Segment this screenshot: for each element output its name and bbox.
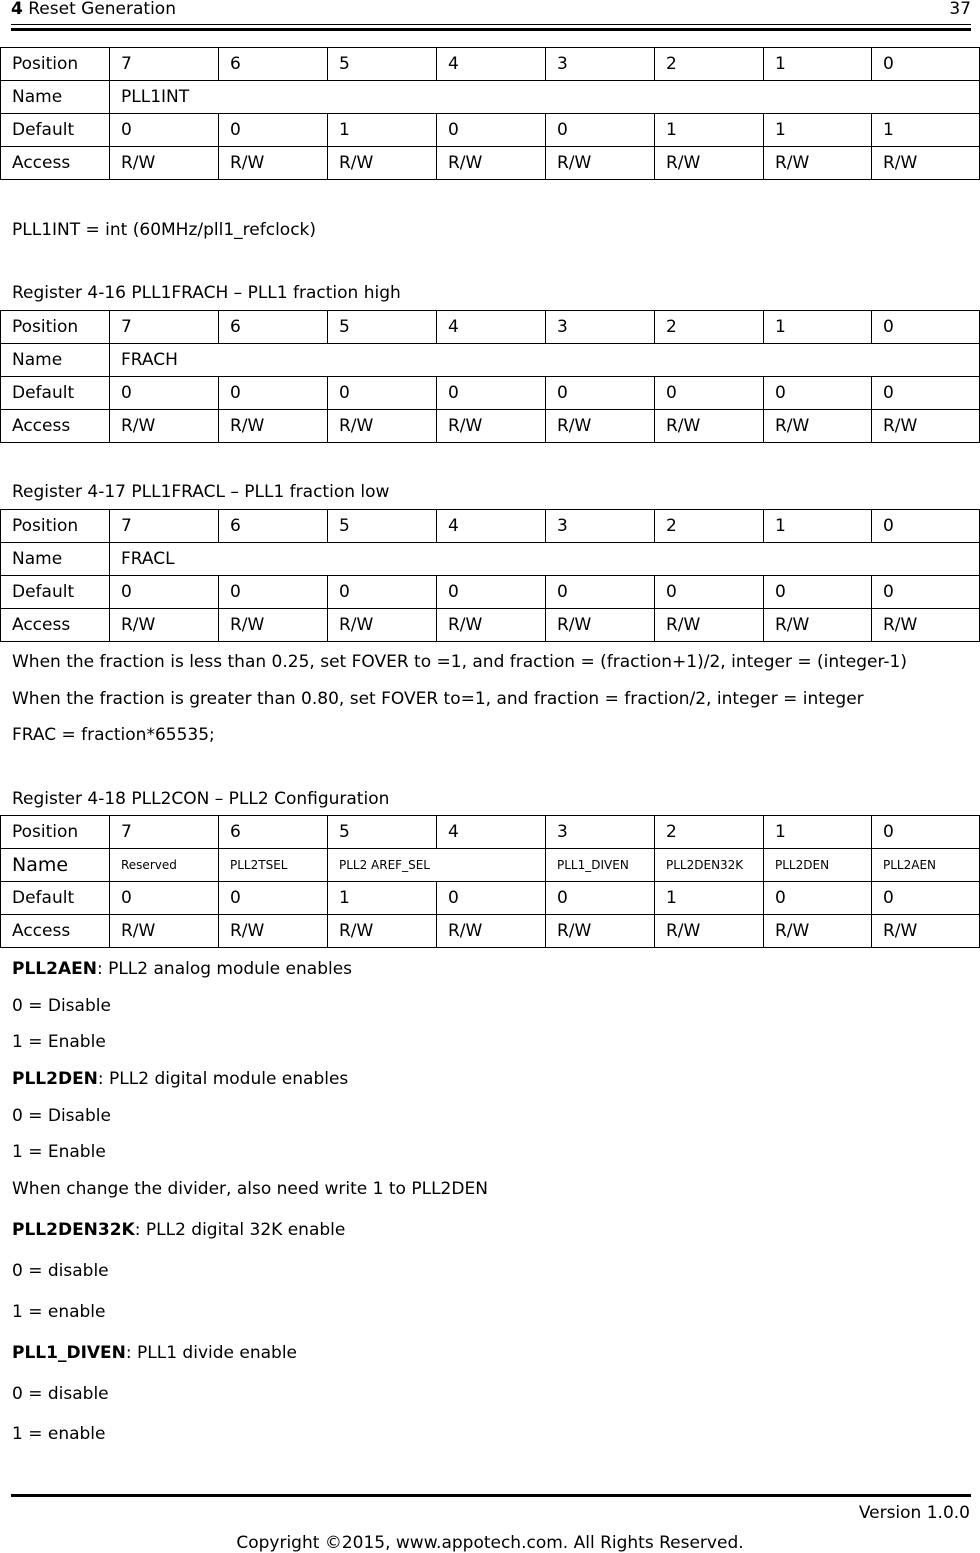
table-row <box>1 609 980 642</box>
table-cell: R/W <box>437 609 546 642</box>
table-cell: 0 <box>219 114 328 147</box>
pll2den-value-0: 0 = Disable <box>12 1106 111 1126</box>
fraction-note-1: When the fraction is less than 0.25, set FOVER to =1, and fraction = (fraction+1)/2, integer = (integer-1) <box>12 652 907 672</box>
table-cell: 3 <box>546 311 655 344</box>
table-cell: 7 <box>110 816 219 849</box>
table-cell: 0 <box>110 576 219 609</box>
row-label: Name <box>1 81 110 114</box>
table-cell: R/W <box>872 147 980 180</box>
frach-caption: Register 4-16 PLL1FRACH – PLL1 fraction high <box>12 283 401 303</box>
bitfield-pll2den32k: PLL2DEN32K <box>655 849 764 882</box>
table-cell: 6 <box>219 816 328 849</box>
table-row <box>1 81 980 114</box>
table-cell: 6 <box>219 510 328 543</box>
copyright-notice: Copyright ©2015, www.appotech.com. All Rights Reserved. <box>236 1533 744 1553</box>
table-cell: 5 <box>328 48 437 81</box>
fracl-register-table <box>0 509 980 642</box>
table-cell: 0 <box>546 882 655 915</box>
table-row <box>1 576 980 609</box>
register-name-cell: FRACH <box>110 344 980 377</box>
table-cell: 5 <box>328 510 437 543</box>
table-cell: R/W <box>219 915 328 948</box>
table-cell: 0 <box>110 882 219 915</box>
pll1diven-value-1: 1 = enable <box>12 1424 106 1444</box>
table-cell: 1 <box>655 114 764 147</box>
table-cell: R/W <box>764 410 872 443</box>
table-cell: 1 <box>872 114 980 147</box>
table-row <box>1 114 980 147</box>
table-cell: 0 <box>872 311 980 344</box>
field-name: PLL2DEN <box>12 1069 98 1089</box>
table-cell: 2 <box>655 510 764 543</box>
table-row <box>1 410 980 443</box>
table-row <box>1 147 980 180</box>
bitfield-pll1-diven: PLL1_DIVEN <box>546 849 655 882</box>
table-cell: 0 <box>655 377 764 410</box>
table-cell: 6 <box>219 48 328 81</box>
fracl-caption: Register 4-17 PLL1FRACL – PLL1 fraction low <box>12 482 390 502</box>
table-cell: R/W <box>437 147 546 180</box>
table-cell: 0 <box>437 114 546 147</box>
row-label: Access <box>1 410 110 443</box>
table-cell: 4 <box>437 48 546 81</box>
pll2den32k-value-1: 1 = enable <box>12 1302 106 1322</box>
bitfield-pll2-aref-sel: PLL2 AREF_SEL <box>328 849 546 882</box>
table-cell: R/W <box>110 147 219 180</box>
footer-rule <box>11 1494 971 1497</box>
table-cell: R/W <box>764 609 872 642</box>
table-cell: R/W <box>764 915 872 948</box>
table-cell: R/W <box>546 410 655 443</box>
bitfield-pll2aen: PLL2AEN <box>872 849 980 882</box>
table-cell: 7 <box>110 48 219 81</box>
frac-formula: FRAC = fraction*65535; <box>12 725 215 745</box>
table-cell: R/W <box>219 410 328 443</box>
table-cell: 0 <box>764 377 872 410</box>
header-rule-thick <box>11 28 971 31</box>
table-row <box>1 311 980 344</box>
table-cell: R/W <box>437 410 546 443</box>
table-row <box>1 849 980 882</box>
table-cell: 0 <box>328 576 437 609</box>
table-cell: R/W <box>872 410 980 443</box>
row-label: Name <box>1 344 110 377</box>
table-cell: R/W <box>655 147 764 180</box>
table-cell: 0 <box>546 114 655 147</box>
table-cell: 0 <box>655 576 764 609</box>
table-cell: R/W <box>872 609 980 642</box>
row-label: Access <box>1 147 110 180</box>
register-name-cell: FRACL <box>110 543 980 576</box>
table-cell: R/W <box>328 410 437 443</box>
header-rule-thin <box>11 24 971 25</box>
table-cell: 1 <box>328 114 437 147</box>
row-label: Name <box>1 849 110 882</box>
row-label: Default <box>1 882 110 915</box>
table-cell: 1 <box>764 311 872 344</box>
table-cell: 0 <box>764 882 872 915</box>
table-row <box>1 882 980 915</box>
table-cell: 4 <box>437 510 546 543</box>
row-label: Default <box>1 576 110 609</box>
pll2den-description <box>12 1069 348 1089</box>
table-row <box>1 510 980 543</box>
pll2con-register-table <box>0 815 980 948</box>
pll2aen-value-0: 0 = Disable <box>12 996 111 1016</box>
table-cell: 0 <box>546 576 655 609</box>
table-cell: 0 <box>110 114 219 147</box>
row-label: Access <box>1 609 110 642</box>
frach-register-table <box>0 310 980 443</box>
table-cell: R/W <box>110 915 219 948</box>
pll2aen-value-1: 1 = Enable <box>12 1032 106 1052</box>
table-cell: R/W <box>219 609 328 642</box>
row-label: Access <box>1 915 110 948</box>
row-label: Position <box>1 816 110 849</box>
register-name-cell: PLL1INT <box>110 81 980 114</box>
table-cell: R/W <box>764 147 872 180</box>
table-cell: 5 <box>328 816 437 849</box>
table-cell: R/W <box>219 147 328 180</box>
table-row <box>1 377 980 410</box>
table-cell: R/W <box>328 147 437 180</box>
table-cell: R/W <box>546 147 655 180</box>
pll1diven-description <box>12 1343 297 1363</box>
table-cell: 1 <box>764 510 872 543</box>
table-cell: 1 <box>328 882 437 915</box>
table-cell: 0 <box>437 377 546 410</box>
table-cell: 3 <box>546 510 655 543</box>
pll2den32k-value-0: 0 = disable <box>12 1261 109 1281</box>
field-name: PLL1_DIVEN <box>12 1343 126 1363</box>
page-header <box>11 0 971 18</box>
pll1int-formula: PLL1INT = int (60MHz/pll1_refclock) <box>12 220 317 240</box>
table-cell: R/W <box>546 915 655 948</box>
pll2aen-description <box>12 959 352 979</box>
table-cell: R/W <box>655 410 764 443</box>
table-cell: 2 <box>655 311 764 344</box>
table-row <box>1 344 980 377</box>
row-label: Position <box>1 510 110 543</box>
table-cell: 0 <box>872 816 980 849</box>
table-cell: 4 <box>437 816 546 849</box>
field-desc: : PLL2 analog module enables <box>96 959 353 979</box>
table-cell: 2 <box>655 48 764 81</box>
table-cell: R/W <box>328 609 437 642</box>
table-cell: 1 <box>764 48 872 81</box>
table-cell: 5 <box>328 311 437 344</box>
pll2den32k-description <box>12 1220 345 1240</box>
fraction-note-2: When the fraction is greater than 0.80, set FOVER to=1, and fraction = fraction/2, integer = integer <box>12 689 864 709</box>
table-cell: 0 <box>219 882 328 915</box>
table-row <box>1 48 980 81</box>
row-label: Position <box>1 48 110 81</box>
table-cell: R/W <box>655 609 764 642</box>
field-desc: : PLL2 digital module enables <box>97 1069 349 1089</box>
table-cell: 0 <box>219 377 328 410</box>
field-name: PLL2DEN32K <box>12 1220 135 1240</box>
table-row <box>1 915 980 948</box>
table-cell: 0 <box>219 576 328 609</box>
table-cell: 0 <box>546 377 655 410</box>
table-cell: R/W <box>328 915 437 948</box>
table-cell: 0 <box>872 48 980 81</box>
table-cell: 1 <box>764 816 872 849</box>
field-name: PLL2AEN <box>12 959 97 979</box>
table-cell: 0 <box>764 576 872 609</box>
table-cell: 0 <box>872 510 980 543</box>
table-cell: 1 <box>655 882 764 915</box>
table-cell: 0 <box>437 576 546 609</box>
table-cell: 4 <box>437 311 546 344</box>
pll2den-value-1: 1 = Enable <box>12 1142 106 1162</box>
page-number: 37 <box>949 0 971 19</box>
table-cell: R/W <box>655 915 764 948</box>
table-cell: 2 <box>655 816 764 849</box>
table-cell: 7 <box>110 311 219 344</box>
row-label: Position <box>1 311 110 344</box>
table-cell: R/W <box>546 609 655 642</box>
table-cell: 6 <box>219 311 328 344</box>
table-cell: 0 <box>110 377 219 410</box>
pll1int-register-table <box>0 47 980 180</box>
chapter-title: Reset Generation <box>28 0 176 19</box>
row-label: Name <box>1 543 110 576</box>
table-cell: R/W <box>437 915 546 948</box>
field-desc: : PLL1 divide enable <box>125 1343 298 1363</box>
table-cell: 3 <box>546 48 655 81</box>
table-cell: 0 <box>872 377 980 410</box>
table-cell: 1 <box>764 114 872 147</box>
pll2den-note: When change the divider, also need write 1 to PLL2DEN <box>12 1179 488 1199</box>
bitfield-pll2tsel: PLL2TSEL <box>219 849 328 882</box>
table-cell: 3 <box>546 816 655 849</box>
table-cell: R/W <box>872 915 980 948</box>
table-cell: 0 <box>872 882 980 915</box>
chapter-number: 4 <box>11 0 23 19</box>
table-cell: R/W <box>110 609 219 642</box>
table-row <box>1 816 980 849</box>
field-desc: : PLL2 digital 32K enable <box>134 1220 346 1240</box>
pll1diven-value-0: 0 = disable <box>12 1384 109 1404</box>
table-cell: 0 <box>872 576 980 609</box>
table-cell: 7 <box>110 510 219 543</box>
row-label: Default <box>1 377 110 410</box>
table-cell: 0 <box>328 377 437 410</box>
version-label: Version 1.0.0 <box>858 1503 970 1523</box>
table-row <box>1 543 980 576</box>
row-label: Default <box>1 114 110 147</box>
bitfield-reserved: Reserved <box>110 849 219 882</box>
bitfield-pll2den: PLL2DEN <box>764 849 872 882</box>
table-cell: R/W <box>110 410 219 443</box>
table-cell: 0 <box>437 882 546 915</box>
pll2con-caption: Register 4-18 PLL2CON – PLL2 Configuration <box>12 789 390 809</box>
